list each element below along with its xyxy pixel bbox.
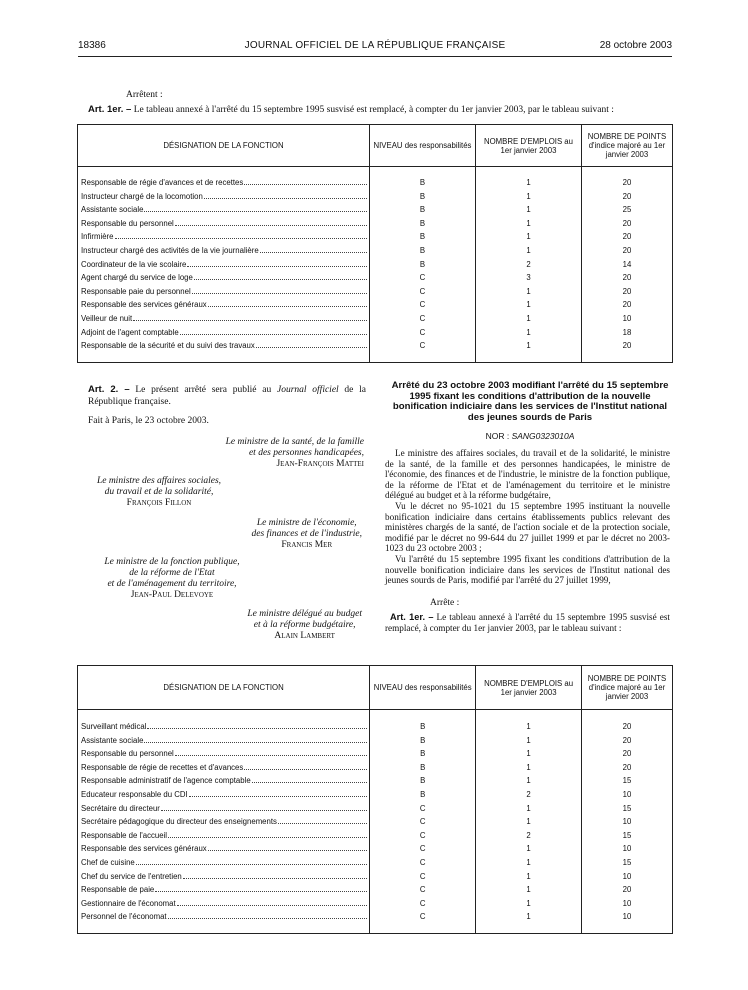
issue-date: 28 octobre 2003	[599, 40, 672, 51]
cell-fonction: Agent chargé du service de loge	[78, 271, 370, 285]
cell-points: 20	[581, 230, 672, 244]
table-row	[78, 910, 673, 924]
cell-fonction: Assistante sociale	[78, 203, 370, 217]
journal-title: JOURNAL OFFICIEL DE LA RÉPUBLIQUE FRANÇAISE	[244, 40, 506, 51]
table-row	[78, 761, 673, 775]
cell-fonction: Responsable de régie d'avances et de recettes	[78, 176, 370, 190]
cell-niveau: B	[370, 788, 476, 802]
signatory-name: Jean-François Mattei	[276, 459, 364, 469]
cell-fonction: Veilleur de nuit	[78, 312, 370, 326]
dot-leader	[204, 197, 367, 199]
cell-points: 20	[581, 339, 672, 353]
cell-points: 15	[582, 774, 673, 788]
spacer-row	[78, 167, 673, 177]
cell-points: 20	[582, 734, 673, 748]
dot-leader	[115, 237, 367, 239]
cell-emplois: 1	[476, 761, 582, 775]
cell-niveau: B	[369, 244, 475, 258]
cell-points: 20	[582, 883, 673, 897]
cell-fonction: Responsable du personnel	[78, 217, 370, 231]
cell-fonction: Coordinateur de la vie scolaire	[78, 258, 370, 272]
spacer-row	[78, 924, 673, 934]
cell-points: 15	[582, 802, 673, 816]
table-row	[78, 312, 673, 326]
cell-emplois: 1	[476, 747, 582, 761]
cell-emplois: 1	[476, 910, 582, 924]
cell-fonction: Responsable du personnel	[78, 747, 370, 761]
dot-leader	[136, 863, 367, 865]
col-header-fonction: DÉSIGNATION DE LA FONCTION	[78, 666, 370, 710]
cell-niveau: B	[370, 761, 476, 775]
cell-points: 10	[582, 788, 673, 802]
cell-emplois: 1	[476, 720, 582, 734]
signature-fonction-publique: Le ministre de la fonction publique, de la réforme de l'Etat et de l'aménagement du territoire, Jean-Paul Delevoye	[74, 557, 270, 601]
cell-emplois: 1	[476, 339, 582, 353]
cell-fonction: Responsable de paie	[78, 883, 370, 897]
nbi-table-2	[77, 665, 673, 934]
cell-niveau: B	[370, 747, 476, 761]
article-2-paragraph	[88, 384, 366, 408]
cell-points: 20	[581, 271, 672, 285]
cell-points: 10	[582, 897, 673, 911]
page-header	[78, 40, 672, 54]
cell-fonction: Assistante sociale	[78, 734, 370, 748]
table-row	[78, 190, 673, 204]
article-2-post: de la République française.	[88, 385, 367, 407]
cell-niveau: C	[369, 312, 475, 326]
cell-points: 10	[582, 870, 673, 884]
signatory-name: Alain Lambert	[274, 631, 335, 641]
cell-fonction: Secrétaire pédagogique du directeur des enseignements	[78, 815, 370, 829]
cell-emplois: 1	[476, 856, 582, 870]
arrete-line: Arrête :	[430, 598, 460, 608]
cell-points: 20	[581, 176, 672, 190]
cell-points: 10	[582, 842, 673, 856]
table-row	[78, 842, 673, 856]
dot-leader	[244, 768, 367, 770]
dot-leader	[208, 849, 367, 851]
cell-emplois: 2	[476, 258, 582, 272]
dot-leader	[180, 333, 367, 335]
cell-points: 15	[582, 829, 673, 843]
decree-article-1-text: Le tableau annexé à l'arrêté du 15 septembre 1995 susvisé est remplacé, à compter du 1er janvier 2003, par le tableau suivant :	[385, 612, 670, 633]
cell-fonction: Gestionnaire de l'économat	[78, 897, 370, 911]
col-header-emplois: NOMBRE D'EMPLOIS au 1er janvier 2003	[476, 666, 582, 710]
dot-leader	[208, 305, 367, 307]
dot-leader	[260, 251, 367, 253]
cell-points: 20	[581, 190, 672, 204]
signature-affaires-sociales: Le ministre des affaires sociales, du travail et de la solidarité, François Fillon	[74, 476, 244, 509]
table-row	[78, 271, 673, 285]
cell-fonction: Responsable de la sécurité et du suivi des travaux	[78, 339, 370, 353]
cell-emplois: 1	[476, 217, 582, 231]
col-header-emplois: NOMBRE D'EMPLOIS au 1er janvier 2003	[476, 125, 582, 167]
cell-fonction: Secrétaire du directeur	[78, 802, 370, 816]
fait-a-paris: Fait à Paris, le 23 octobre 2003.	[88, 416, 209, 426]
table-row	[78, 258, 673, 272]
dot-leader	[175, 754, 367, 756]
table-row	[78, 774, 673, 788]
article-2-italic: Journal officiel	[276, 385, 339, 395]
cell-fonction: Responsable paie du personnel	[78, 285, 370, 299]
cell-niveau: B	[369, 176, 475, 190]
col-header-niveau: NIVEAU des responsabilités	[369, 125, 475, 167]
cell-points: 20	[582, 720, 673, 734]
dot-leader	[144, 210, 367, 212]
article-2-pre: Le présent arrêté sera publié au	[135, 385, 277, 395]
cell-points: 14	[581, 258, 672, 272]
cell-fonction: Personnel de l'économat	[78, 910, 370, 924]
cell-emplois: 1	[476, 897, 582, 911]
table-row	[78, 203, 673, 217]
table-row	[78, 326, 673, 340]
dot-leader	[187, 265, 367, 267]
nor-code: SANG0323010A	[511, 431, 575, 441]
col-header-niveau: NIVEAU des responsabilités	[370, 666, 476, 710]
cell-emplois: 1	[476, 203, 582, 217]
cell-points: 20	[581, 298, 672, 312]
dot-leader	[168, 836, 367, 838]
spacer-row	[78, 710, 673, 721]
cell-niveau: C	[369, 326, 475, 340]
table-row	[78, 339, 673, 353]
cell-emplois: 1	[476, 883, 582, 897]
dot-leader	[155, 890, 367, 892]
table-row	[78, 230, 673, 244]
table-row	[78, 734, 673, 748]
cell-niveau: B	[369, 190, 475, 204]
signature-economie: Le ministre de l'économie, des finances et de l'industrie, Francis Mer	[251, 518, 362, 550]
cell-fonction: Responsable administratif de l'agence comptable	[78, 774, 370, 788]
cell-emplois: 1	[476, 312, 582, 326]
cell-niveau: C	[369, 285, 475, 299]
dot-leader	[177, 904, 367, 906]
article-2-label: Art. 2. –	[88, 384, 130, 395]
cell-niveau: C	[370, 856, 476, 870]
dot-leader	[133, 319, 367, 321]
cell-emplois: 1	[476, 734, 582, 748]
dot-leader	[192, 292, 367, 294]
cell-fonction: Instructeur chargé de la locomotion	[78, 190, 370, 204]
cell-emplois: 1	[476, 244, 582, 258]
cell-niveau: B	[370, 720, 476, 734]
cell-emplois: 1	[476, 802, 582, 816]
dot-leader	[252, 781, 368, 783]
cell-emplois: 1	[476, 176, 582, 190]
cell-emplois: 1	[476, 230, 582, 244]
cell-points: 20	[582, 761, 673, 775]
nor-reference	[385, 431, 675, 441]
cell-niveau: B	[369, 217, 475, 231]
cell-niveau: B	[369, 230, 475, 244]
nor-label: NOR :	[485, 431, 510, 441]
cell-niveau: B	[369, 258, 475, 272]
cell-emplois: 2	[476, 829, 582, 843]
table-row	[78, 176, 673, 190]
cell-points: 25	[581, 203, 672, 217]
page-number: 18386	[78, 40, 106, 51]
decree-article-1-label: Art. 1er. –	[390, 612, 434, 622]
cell-fonction: Chef de cuisine	[78, 856, 370, 870]
cell-fonction: Surveillant médical	[78, 720, 370, 734]
header-rule	[78, 56, 672, 57]
decree-title: Arrêté du 23 octobre 2003 modifiant l'arrêté du 15 septembre 1995 fixant les conditions d'attribution de la nouvelle bonification indiciaire dans les services de l'Institut national des jeunes sourds de Paris	[391, 380, 669, 423]
table-row	[78, 244, 673, 258]
cell-fonction: Responsable de régie de recettes et d'avances	[78, 761, 370, 775]
table-row	[78, 829, 673, 843]
table-row	[78, 285, 673, 299]
col-header-points: NOMBRE DE POINTS d'indice majoré au 1er janvier 2003	[582, 666, 673, 710]
cell-emplois: 3	[476, 271, 582, 285]
table-row	[78, 720, 673, 734]
cell-niveau: C	[370, 897, 476, 911]
cell-emplois: 1	[476, 326, 582, 340]
table-row	[78, 897, 673, 911]
cell-points: 18	[581, 326, 672, 340]
cell-niveau: C	[370, 910, 476, 924]
cell-niveau: C	[369, 298, 475, 312]
cell-emplois: 1	[476, 190, 582, 204]
cell-niveau: B	[370, 734, 476, 748]
table-row	[78, 747, 673, 761]
table-row	[78, 217, 673, 231]
cell-niveau: C	[370, 829, 476, 843]
cell-fonction: Educateur responsable du CDI	[78, 788, 370, 802]
col-header-points: NOMBRE DE POINTS d'indice majoré au 1er janvier 2003	[581, 125, 672, 167]
article-1-paragraph	[88, 104, 688, 117]
cell-fonction: Infirmière	[78, 230, 370, 244]
cell-emplois: 2	[476, 788, 582, 802]
cell-niveau: C	[369, 271, 475, 285]
cell-points: 10	[582, 815, 673, 829]
article-1-label: Art. 1er. –	[88, 104, 132, 115]
dot-leader	[183, 877, 367, 879]
cell-niveau: C	[369, 339, 475, 353]
cell-niveau: C	[370, 883, 476, 897]
cell-niveau: C	[370, 870, 476, 884]
table-row	[78, 298, 673, 312]
cell-niveau: C	[370, 815, 476, 829]
table-row	[78, 856, 673, 870]
cell-fonction: Adjoint de l'agent comptable	[78, 326, 370, 340]
cell-emplois: 1	[476, 774, 582, 788]
arretent-line: Arrêtent :	[126, 90, 163, 100]
dot-leader	[147, 727, 367, 729]
dot-leader	[194, 278, 367, 280]
cell-emplois: 1	[476, 870, 582, 884]
cell-fonction: Responsable des services généraux	[78, 842, 370, 856]
dot-leader	[168, 917, 368, 919]
article-1-text: Le tableau annexé à l'arrêté du 15 septembre 1995 susvisé est remplacé, à compter du 1er janvier 2003, par le tableau suivant :	[133, 105, 614, 115]
cell-emplois: 1	[476, 285, 582, 299]
table-row	[78, 815, 673, 829]
cell-points: 10	[581, 312, 672, 326]
table-row	[78, 883, 673, 897]
table-row	[78, 788, 673, 802]
table-row	[78, 870, 673, 884]
cell-niveau: C	[370, 802, 476, 816]
cell-points: 20	[581, 217, 672, 231]
cell-niveau: B	[369, 203, 475, 217]
dot-leader	[244, 183, 367, 185]
decree-vu-2: Vu l'arrêté du 15 septembre 1995 fixant les conditions d'attribution de la nouvelle bonification indiciaire dans les services de l'Institut national des jeunes sourds de Paris, modifié par l'arrêté du 27 juillet 1999,	[385, 554, 670, 586]
cell-points: 20	[582, 747, 673, 761]
signatory-name: François Fillon	[126, 498, 192, 508]
col-header-fonction: DÉSIGNATION DE LA FONCTION	[78, 125, 370, 167]
dot-leader	[256, 346, 367, 348]
cell-fonction: Instructeur chargé des activités de la vie journalière	[78, 244, 370, 258]
cell-emplois: 1	[476, 298, 582, 312]
cell-points: 20	[581, 244, 672, 258]
dot-leader	[189, 795, 368, 797]
decree-article-1	[385, 612, 670, 633]
nbi-table-1	[77, 124, 673, 363]
cell-niveau: C	[370, 842, 476, 856]
decree-vu-1: Vu le décret no 95-1021 du 15 septembre 1995 instituant la nouvelle bonification indiciaire dans certains établissements publics relevant des ministères chargés de la santé, de l'action sociale et de la protection sociale, modifié par le décret no 99-644 du 27 juillet 1999 et par le décret no 2003-1023 du 23 octobre 2003 ;	[385, 501, 670, 554]
dot-leader	[161, 809, 367, 811]
cell-fonction: Responsable de l'accueil	[78, 829, 370, 843]
cell-fonction: Chef du service de l'entretien	[78, 870, 370, 884]
cell-emplois: 1	[476, 815, 582, 829]
cell-points: 15	[582, 856, 673, 870]
table-1-body	[78, 167, 673, 363]
dot-leader	[175, 224, 367, 226]
signature-budget: Le ministre délégué au budget et à la réforme budgétaire, Alain Lambert	[247, 609, 362, 641]
dot-leader	[144, 741, 367, 743]
signatory-name: Jean-Paul Delevoye	[130, 590, 214, 600]
signatory-name: Francis Mer	[281, 540, 333, 550]
table-row	[78, 802, 673, 816]
cell-niveau: B	[370, 774, 476, 788]
signature-sante: Le ministre de la santé, de la famille et des personnes handicapées, Jean-François Mattei	[225, 437, 364, 469]
table-2-body	[78, 710, 673, 934]
decree-intro: Le ministre des affaires sociales, du travail et de la solidarité, le ministre de la santé, de la famille et des personnes handicapées, le ministre de l'économie, des finances et de l'industrie, le ministre de la fonction publique, de la réforme de l'Etat et de l'aménagement du territoire et le ministre délégué au budget et à la réforme budgétaire,	[385, 448, 670, 501]
cell-points: 10	[582, 910, 673, 924]
cell-fonction: Responsable des services généraux	[78, 298, 370, 312]
cell-points: 20	[581, 285, 672, 299]
dot-leader	[278, 822, 367, 824]
spacer-row	[78, 353, 673, 363]
cell-emplois: 1	[476, 842, 582, 856]
